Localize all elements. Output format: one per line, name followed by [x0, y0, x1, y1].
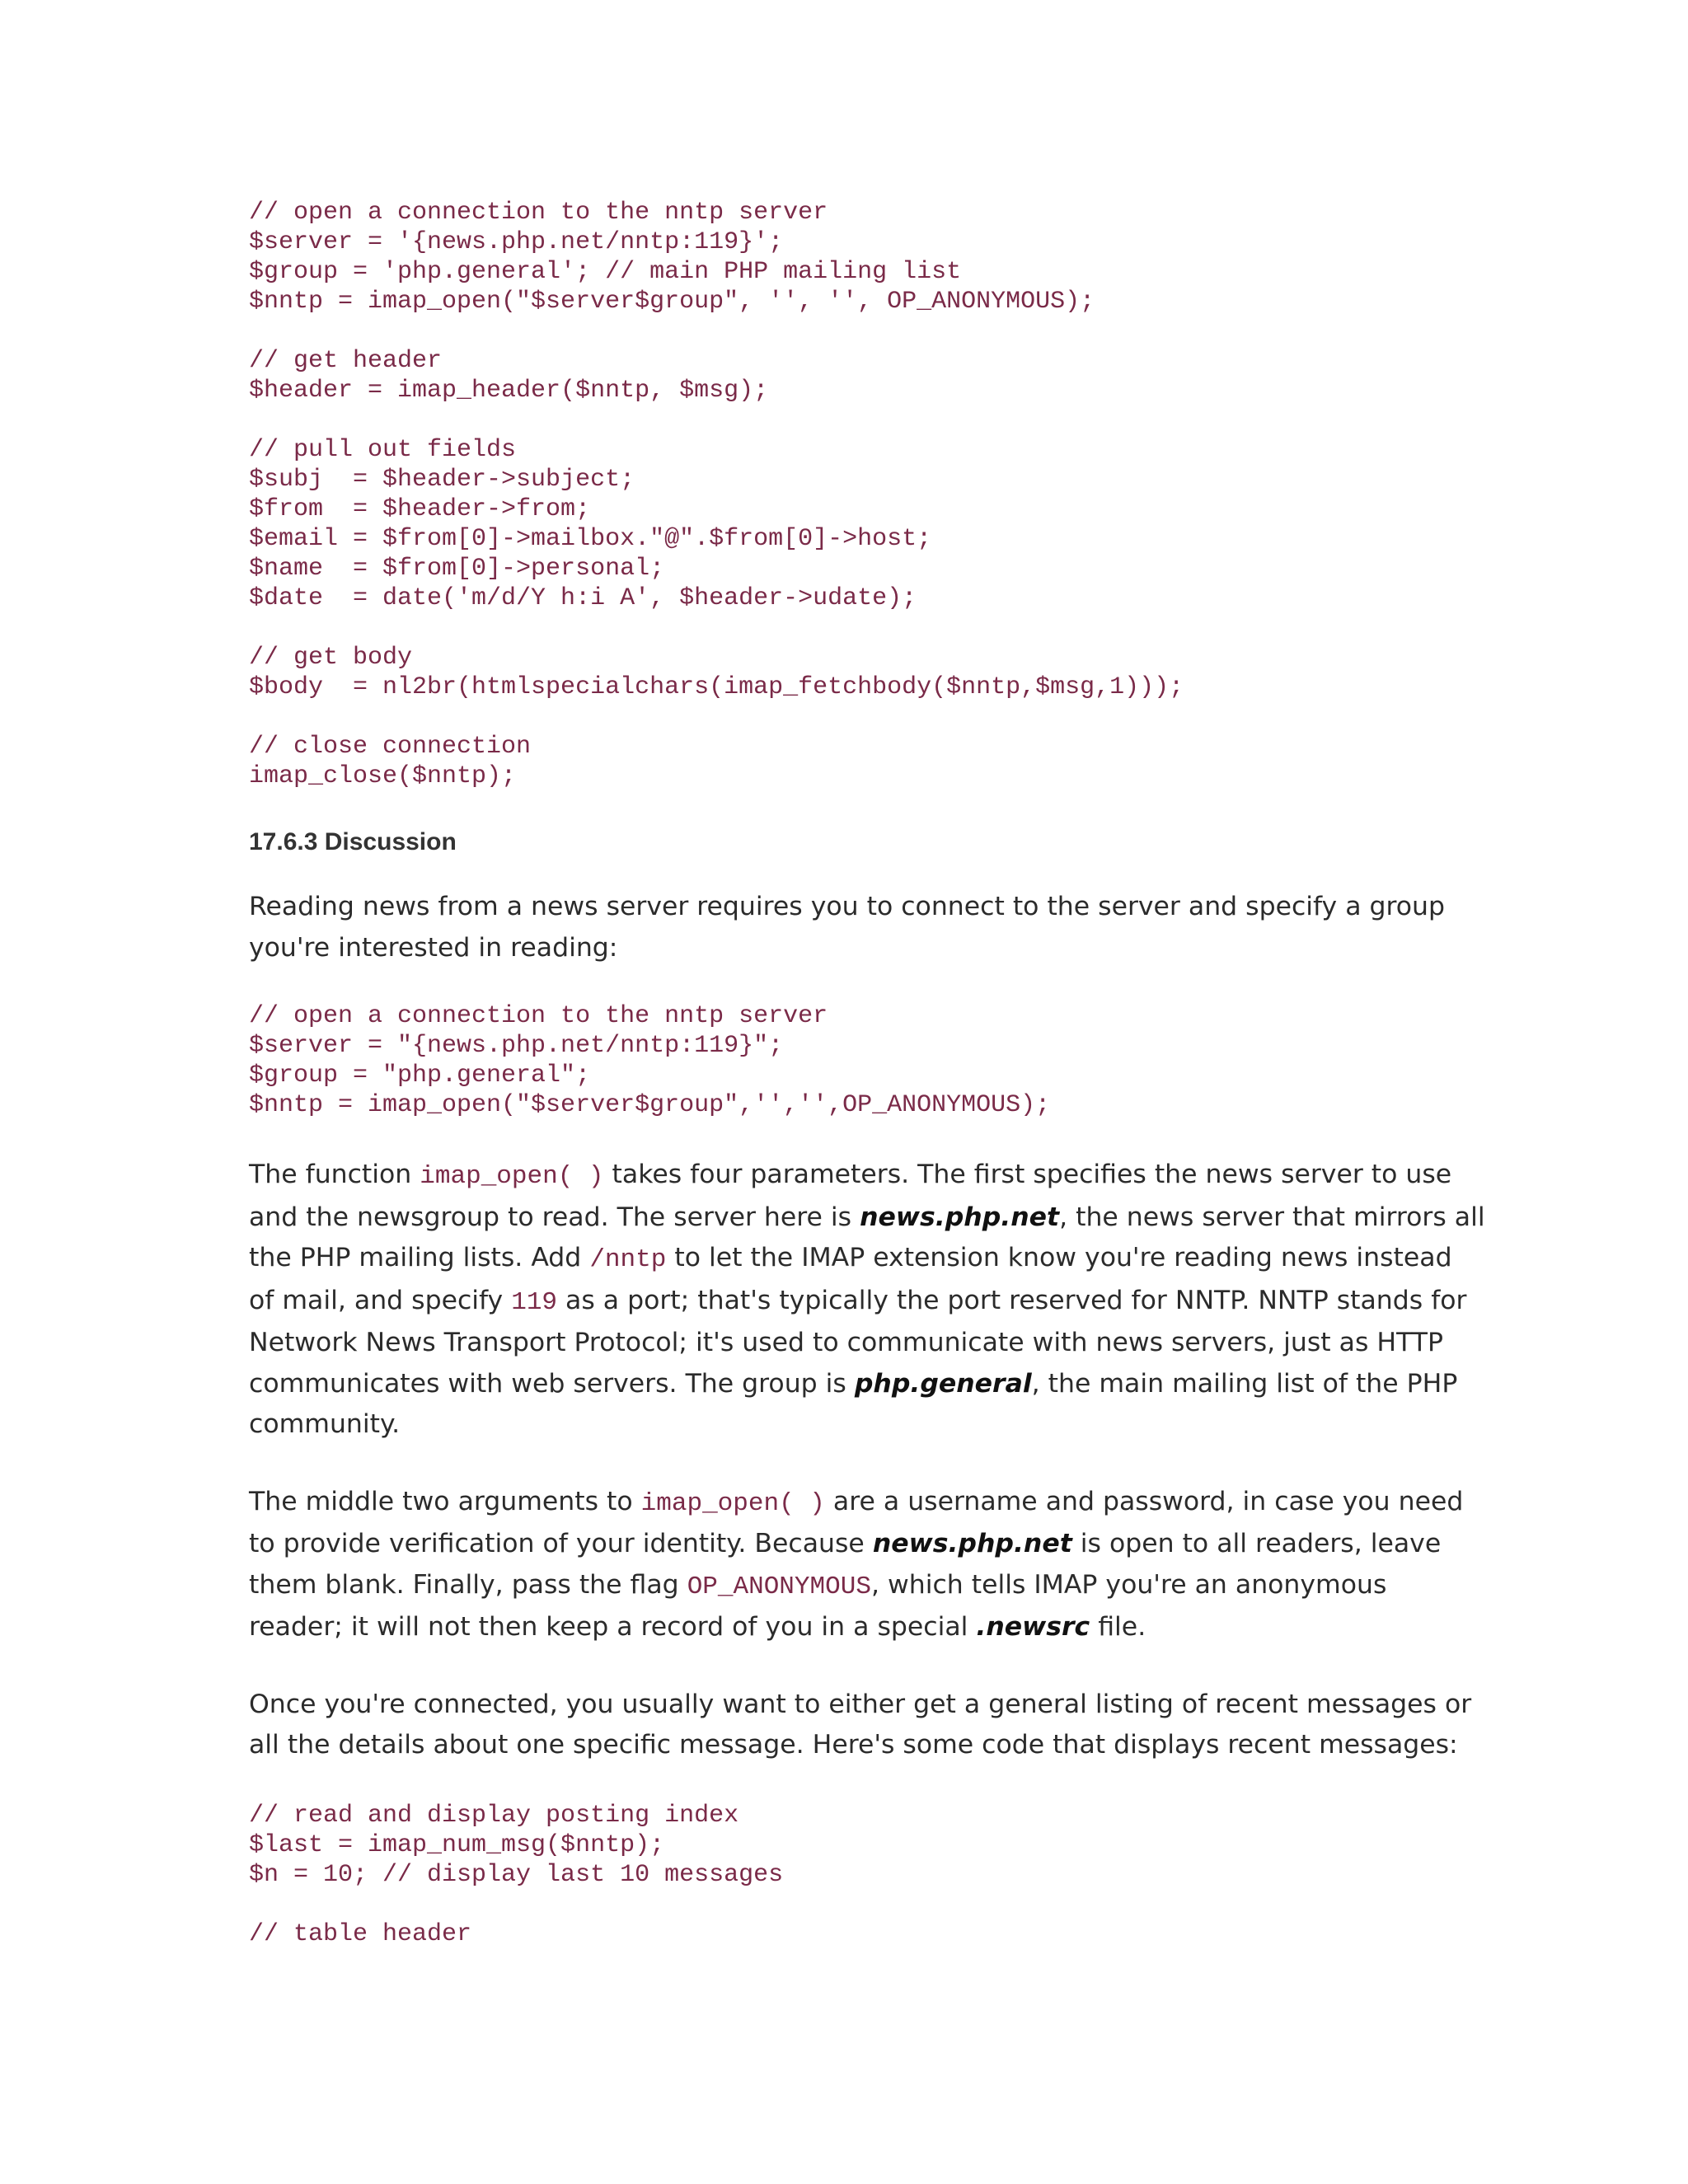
code-line: $from = $header->from; [249, 495, 591, 523]
document-page [249, 198, 1485, 1949]
paragraph-line: community. [249, 1409, 401, 1439]
inline-code: imap_open( ) [640, 1488, 825, 1518]
text-run: the PHP mailing lists. Add [249, 1243, 590, 1272]
paragraph-line [249, 1607, 1452, 1648]
emphasis-text: .newsrc [976, 1612, 1090, 1642]
code-line: // read and display posting index [249, 1801, 739, 1830]
text-run: and the newsgroup to read. The server here is [249, 1202, 860, 1232]
code-block-nntp-open [249, 198, 1452, 791]
section-heading: 17.6.3 Discussion [249, 828, 457, 855]
text-run: , the main mailing list of the PHP [1031, 1368, 1458, 1399]
text-run: as a port; that's typically the port reserved for NNTP. NNTP stands for [557, 1285, 1467, 1315]
text-run: are a username and password, in case you need [824, 1486, 1464, 1516]
code-line: imap_close($nntp); [249, 762, 517, 790]
paragraph-line [249, 1281, 1467, 1324]
text-run: communicates with web servers. The group is [249, 1368, 855, 1399]
emphasis-text: news.php.net [872, 1529, 1072, 1558]
code-line: // pull out fields [249, 436, 517, 464]
code-line: $date = date('m/d/Y h:i A', $header->udate); [249, 584, 917, 612]
paragraph-line [249, 1524, 1452, 1565]
code-line: $group = "php.general"; [249, 1062, 591, 1090]
paragraph-line: Once you're connected, you usually want to either get a general listing of recent messages or [249, 1689, 1472, 1719]
text-run: to let the IMAP extension know you're reading news instead [666, 1243, 1452, 1272]
paragraph-imap-open [249, 1155, 1485, 1446]
code-line: $server = "{news.php.net/nntp:119}"; [249, 1032, 784, 1060]
code-line: $subj = $header->subject; [249, 466, 635, 494]
paragraph-line [249, 1565, 1452, 1608]
text-run: The function [249, 1160, 420, 1189]
inline-code: /nntp [589, 1245, 667, 1274]
text-run: takes four parameters. The first specifies the news server to use [603, 1160, 1452, 1189]
inline-code: 119 [511, 1287, 558, 1317]
text-run: , which tells IMAP you're an anonymous [870, 1569, 1387, 1600]
paragraph-line [249, 1238, 1452, 1281]
emphasis-text: news.php.net [860, 1202, 1060, 1232]
code-line: $n = 10; // display last 10 messages [249, 1860, 784, 1889]
text-run: is open to all readers, leave [1071, 1529, 1442, 1558]
text-run: The middle two arguments to [249, 1486, 641, 1516]
paragraph-line [249, 1364, 1458, 1405]
code-line: // close connection [249, 733, 532, 761]
code-line: $body = nl2br(htmlspecialchars(imap_fetchbody($nntp,$msg,1))); [249, 673, 1184, 701]
code-line: // table header [249, 1919, 472, 1948]
text-run: , the news server that mirrors all [1059, 1202, 1485, 1232]
paragraph-connected [249, 1685, 1472, 1766]
text-run: them blank. Finally, pass the flag [249, 1569, 687, 1600]
paragraph-line [249, 1155, 1452, 1197]
code-line: $group = 'php.general'; // main PHP mailing list [249, 258, 962, 286]
text-run: to provide verification of your identity. Because [249, 1529, 873, 1558]
code-line: $nntp = imap_open("$server$group", '', '', OP_ANONYMOUS); [249, 288, 1095, 316]
text-run: file. [1090, 1612, 1146, 1642]
text-run: reader; it will not then keep a record of you in a special [249, 1612, 977, 1642]
paragraph-line: all the details about one specific message. Here's some code that displays recent messages: [249, 1730, 1458, 1760]
paragraph-arguments [249, 1482, 1464, 1648]
code-line: // get body [249, 644, 413, 672]
code-line: // open a connection to the nntp server [249, 199, 828, 227]
code-line: // get header [249, 347, 443, 375]
text-run: of mail, and specify [249, 1285, 512, 1315]
code-line: $server = '{news.php.net/nntp:119}'; [249, 228, 784, 256]
paragraph-line: Reading news from a news server requires you to connect to the server and specify a group [249, 892, 1446, 921]
code-line: $nntp = imap_open("$server$group",'','',OP_ANONYMOUS); [249, 1091, 1051, 1119]
code-line: // open a connection to the nntp server [249, 1002, 828, 1030]
inline-code: imap_open( ) [420, 1162, 604, 1191]
code-block-connect [249, 1001, 1452, 1120]
code-block-posting-index [249, 1801, 1452, 1949]
paragraph-line [249, 1197, 1485, 1239]
emphasis-text: php.general [854, 1368, 1032, 1399]
paragraph-intro [249, 887, 1452, 968]
code-line: $last = imap_num_msg($nntp); [249, 1830, 665, 1859]
code-line: $name = $from[0]->personal; [249, 555, 665, 583]
code-line: $header = imap_header($nntp, $msg); [249, 377, 769, 405]
code-line: $email = $from[0]->mailbox."@".$from[0]->host; [249, 525, 932, 553]
paragraph-line: you're interested in reading: [249, 932, 618, 963]
paragraph-line [249, 1482, 1464, 1525]
paragraph-line: Network News Transport Protocol; it's used to communicate with news servers, just as HTTP [249, 1328, 1443, 1357]
inline-code: OP_ANONYMOUS [687, 1572, 871, 1601]
